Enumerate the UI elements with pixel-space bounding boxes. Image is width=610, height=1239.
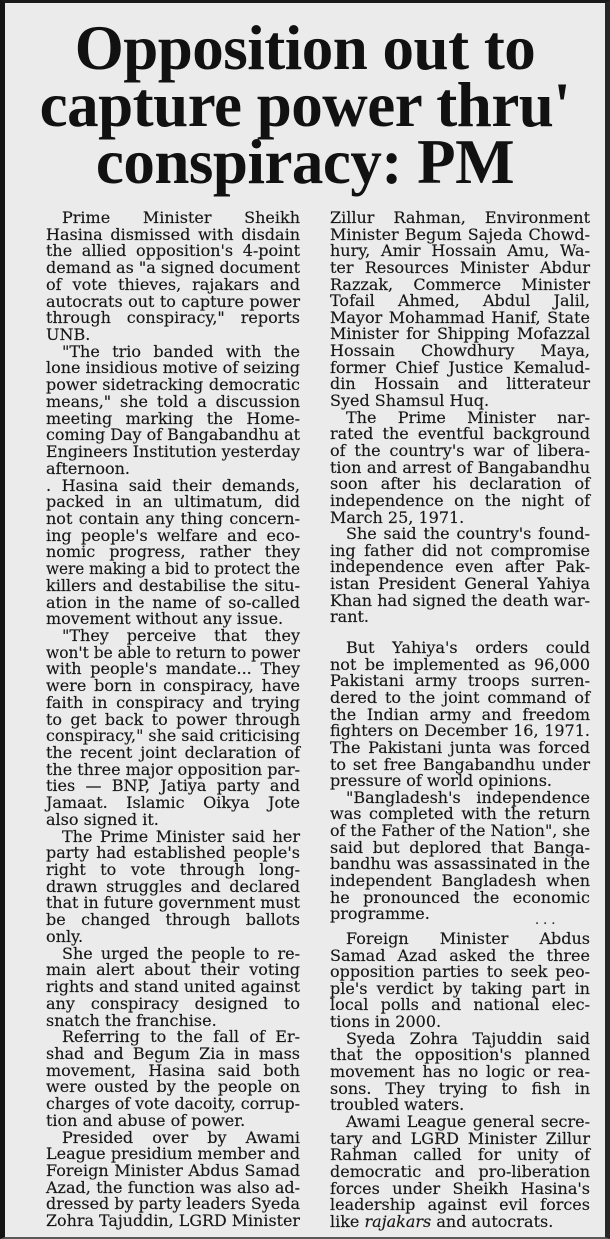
line-text: Engineers Institution yesterday	[46, 442, 300, 462]
article-paragraph	[46, 341, 300, 478]
article-line	[46, 642, 300, 662]
line-text: Referring to the fall of Er-	[62, 1027, 300, 1047]
line-text: Samad Azad asked the three	[330, 945, 590, 965]
line-text: tion and abuse of power.	[46, 1110, 246, 1130]
headline-line-3: conspiracy: PM	[95, 127, 515, 197]
line-text: dered to the joint command of	[330, 687, 590, 707]
line-text: of the Father of the Nation", she	[330, 821, 590, 841]
line-text: "They perceive that they	[62, 625, 300, 645]
line-text: the recent joint declaration of	[46, 743, 300, 762]
line-text: afternoon.	[46, 458, 130, 478]
line-text: movement, Hasina said both	[46, 1060, 300, 1080]
line-text: he pronounced the economic	[330, 887, 590, 907]
line-text: autocrats out to capture power	[46, 291, 300, 311]
line-text: ation in the name of so-called	[46, 592, 300, 612]
line-text: tary and LGRD Minister Zillur	[330, 1128, 590, 1148]
line-text: Zohra Tajuddin, LGRD Minister	[46, 1211, 300, 1231]
article-line	[46, 561, 300, 578]
article-line	[46, 360, 300, 377]
article-line	[46, 993, 300, 1013]
article-paragraph	[330, 1028, 590, 1115]
line-text: UNB.	[46, 325, 91, 345]
article-paragraph	[46, 625, 300, 829]
article-line	[46, 895, 300, 912]
line-text: lone insidious motive of seizing	[46, 358, 300, 378]
line-text: rant.	[330, 607, 370, 627]
line-text: ple's verdict by taking part in	[330, 978, 590, 998]
article-paragraph	[46, 1029, 300, 1129]
line-text: drawn struggles and declared	[46, 876, 300, 896]
line-text: Syed Shamsul Huq.	[330, 391, 490, 411]
line-text: main alert about their voting	[46, 960, 300, 980]
line-text: demand as "a signed document	[46, 258, 300, 278]
line-text: . Hasina said their demands,	[46, 475, 300, 495]
line-text: were making a bid to protect the	[46, 559, 300, 579]
line-text: Azad, the function was also ad-	[46, 1177, 300, 1197]
article-line	[46, 759, 300, 779]
line-text: Minister for Shipping Mofazzal	[330, 324, 590, 344]
line-text: nomic progress, rather they	[46, 542, 300, 562]
line-text: Hasina dismissed with disdain	[46, 224, 300, 244]
line-text: meeting marking the Home-	[46, 408, 300, 428]
line-text: of vote thieves, rajakars and	[46, 274, 300, 294]
article-line	[46, 260, 300, 277]
article-paragraph	[46, 210, 300, 344]
line-text: Jamaat. Islamic Oikya Jote	[46, 793, 300, 813]
line-text: The Prime Minister said her	[62, 826, 300, 846]
line-text: movement has no logic or rea-	[330, 1062, 590, 1082]
line-text: League presidium member and	[46, 1144, 300, 1164]
line-text: means," she told a discussion	[46, 391, 300, 411]
line-text: to get back to power through	[46, 709, 300, 729]
line-text: ing father did not compromise	[330, 540, 590, 560]
article-line	[330, 823, 590, 840]
line-text: din Hossain and litterateur	[330, 374, 590, 394]
line-text: She urged the people to re-	[62, 943, 300, 963]
line-text: "Bangladesh's independence	[346, 787, 590, 807]
line-text: Mayor Mohammad Hanif, State	[330, 307, 590, 327]
article-line	[330, 609, 590, 626]
line-text: "The trio banded with the	[62, 341, 300, 361]
line-text: independence even after Pak-	[330, 557, 590, 577]
line-text: party had established people's	[46, 843, 300, 863]
line-text: also signed it.	[46, 809, 159, 829]
line-text	[330, 1211, 554, 1231]
line-segment: and autocrats.	[431, 1211, 554, 1231]
article-line	[46, 444, 300, 461]
line-text: was completed with the return	[330, 804, 590, 824]
line-text: hury, Amir Hossain Amu, Wa-	[330, 241, 590, 261]
article-paragraph	[330, 1111, 590, 1231]
line-text: faith in conspiracy and trying	[46, 692, 300, 712]
line-text: snatch the franchise.	[46, 1010, 217, 1030]
line-text: killers and destabilise the situ-	[46, 575, 300, 595]
line-text: that the opposition's planned	[330, 1045, 590, 1065]
line-text: with people's mandate... They	[46, 659, 300, 679]
article-paragraph	[46, 943, 300, 1030]
line-text: not be implemented as 96,000	[330, 654, 590, 674]
line-text: tions in 2000.	[330, 1012, 442, 1032]
line-text: ing people's welfare and eco-	[46, 525, 300, 545]
line-text: Zillur Rahman, Environment	[330, 208, 590, 227]
line-text: dressed by party leaders Syeda	[46, 1194, 300, 1214]
line-text: the three major opposition par-	[46, 759, 300, 779]
line-text: Awami League general secre-	[346, 1111, 590, 1131]
line-text: were born in conspiracy, have	[46, 676, 300, 696]
line-text: independent Bangladesh when	[330, 870, 590, 890]
article-line	[330, 1211, 590, 1231]
paragraph-gap	[330, 626, 590, 640]
line-text: She said the country's found-	[346, 524, 590, 544]
article-paragraph	[330, 640, 590, 790]
line-text: bandhu was assassinated in the	[330, 854, 590, 874]
line-text: to set free Bangabandhu under	[330, 754, 590, 774]
line-text: rights and stand united against	[46, 977, 300, 997]
line-text: The Prime Minister nar-	[346, 407, 590, 427]
line-text: the Indian army and freedom	[330, 704, 590, 724]
headline-line-1: Opposition out to	[74, 13, 536, 83]
article-paragraph	[330, 928, 590, 1032]
line-text: the allied opposition's 4-point	[46, 241, 300, 261]
line-text: Rahman called for unity of	[330, 1145, 590, 1165]
left-column	[46, 210, 300, 1230]
line-text: coming Day of Bangabandhu at	[46, 425, 300, 445]
line-text: Syeda Zohra Tajuddin said	[346, 1028, 590, 1048]
line-text: opposition parties to seek peo-	[330, 962, 590, 982]
line-text: tion and arrest of Bangabandhu	[330, 457, 590, 477]
line-text: any conspiracy designed to	[46, 993, 300, 1013]
line-text: that in future government must	[46, 893, 300, 913]
line-text: But Yahiya's orders could	[346, 638, 590, 658]
line-text: soon after his declaration of	[330, 474, 590, 494]
line-text: programme.	[330, 904, 430, 924]
line-text: Khan had signed the death war-	[330, 590, 590, 610]
line-segment: like	[330, 1211, 365, 1231]
line-text: The Pakistani junta was forced	[330, 737, 590, 757]
line-text: not contain any thing concern-	[46, 508, 300, 528]
line-text: ter Resources Minister Abdur	[330, 257, 590, 277]
line-text: fighters on December 16, 1971.	[330, 721, 590, 741]
line-text: power sidetracking democratic	[46, 375, 300, 395]
line-text: democratic and pro-liberation	[330, 1161, 590, 1181]
section-separator: ...	[535, 912, 560, 928]
line-text: were ousted by the people on	[46, 1077, 300, 1097]
emphasis-text: rajakars	[364, 1211, 432, 1231]
line-text: right to vote through long-	[46, 860, 300, 880]
line-text: shad and Begum Zia in mass	[46, 1043, 300, 1063]
headline-line-2: capture power thru'	[39, 70, 571, 140]
line-text: rated the eventful background	[330, 424, 590, 444]
article-line	[46, 458, 300, 478]
line-text: of the country's war of libera-	[330, 440, 590, 460]
right-column	[330, 210, 590, 1230]
line-text: Hossain Chowdhury Maya,	[330, 341, 590, 361]
line-text: ties — BNP, Jatiya party and	[46, 776, 300, 796]
line-text: be changed through ballots	[46, 910, 300, 930]
article-paragraph	[46, 475, 300, 629]
line-text: local polls and national elec-	[330, 995, 590, 1015]
line-text: Tofail Ahmed, Abdul Jalil,	[330, 291, 590, 311]
line-text: March 25, 1971.	[330, 507, 465, 527]
line-text: Prime Minister Sheikh	[62, 208, 300, 227]
line-text: Foreign Minister Abdus	[346, 928, 590, 948]
line-text: leadership against evil forces	[330, 1195, 590, 1215]
line-text: pressure of world opinions.	[330, 771, 552, 791]
line-text: former Chief Justice Kemalud-	[330, 357, 590, 377]
article-line	[46, 979, 300, 996]
line-text: said but deplored that Banga-	[330, 837, 590, 857]
article-paragraph	[330, 407, 590, 527]
headline	[5, 13, 605, 197]
article-paragraph	[330, 787, 590, 924]
article-paragraph	[46, 826, 300, 946]
article-line	[46, 912, 300, 929]
line-text: Presided over by Awami	[62, 1127, 300, 1147]
line-text: sons. They trying to fish in	[330, 1078, 590, 1098]
article-paragraph	[330, 526, 590, 626]
line-text: only.	[46, 926, 84, 946]
line-text: conspiracy," she said criticising	[46, 726, 300, 746]
article-paragraph	[46, 1127, 300, 1231]
line-text: Minister Begum Sajeda Chowd-	[330, 224, 590, 244]
line-text: forces under Sheikh Hasina's	[330, 1178, 590, 1198]
line-text: Razzak, Commerce Minister	[330, 274, 590, 294]
line-text: packed in an ultimatum, did	[46, 492, 300, 512]
line-text: istan President General Yahiya	[330, 574, 590, 594]
article-line	[330, 737, 590, 757]
line-text: movement without any issue.	[46, 609, 284, 629]
line-text: charges of vote dacoity, corrup-	[46, 1094, 300, 1114]
line-text: won't be able to return to power	[46, 642, 300, 662]
article-line	[46, 1096, 300, 1113]
line-text: Foreign Minister Abdus Samad	[46, 1160, 300, 1180]
article-line	[330, 590, 590, 610]
line-text: troubled waters.	[330, 1095, 465, 1115]
line-text: Pakistani army troops surren-	[330, 671, 590, 691]
article-line	[46, 728, 300, 745]
article-line	[46, 1213, 300, 1230]
line-text: through conspiracy," reports	[46, 308, 300, 328]
article-paragraph	[330, 210, 590, 410]
line-text: independence on the night of	[330, 490, 590, 510]
